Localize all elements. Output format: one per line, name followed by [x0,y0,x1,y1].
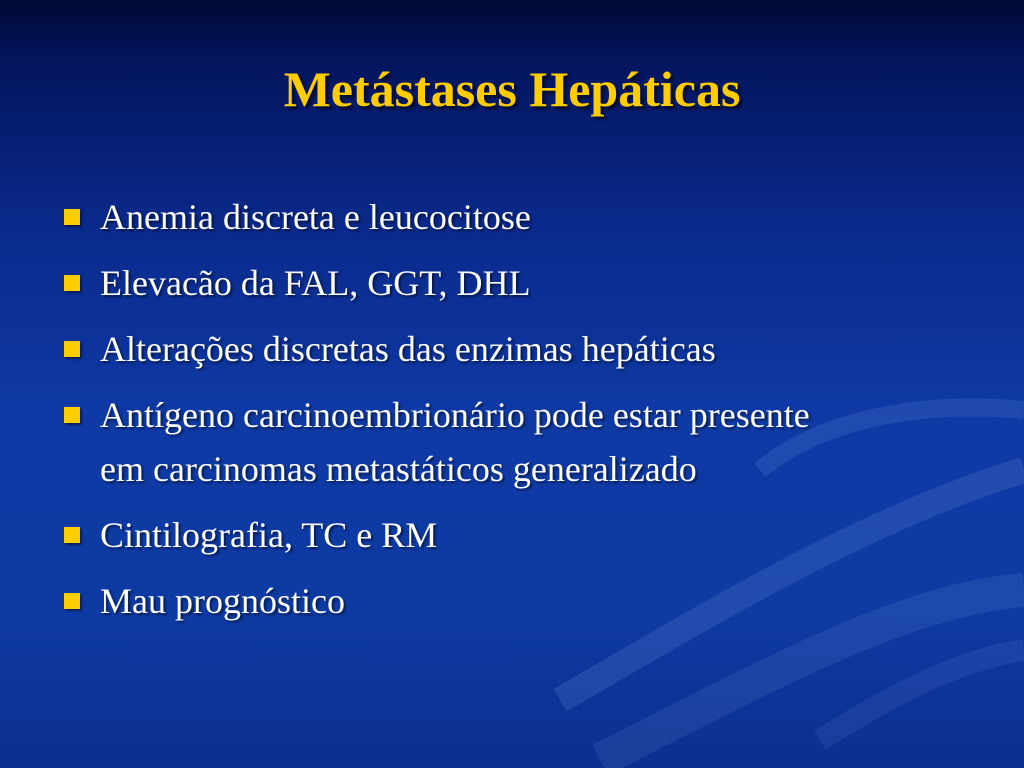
square-bullet-icon [64,275,80,291]
bullet-text: Alterações discretas das enzimas hepáticas [100,329,716,369]
bullet-text: Elevacão da FAL, GGT, DHL [100,263,531,303]
bullet-text: Antígeno carcinoembrionário pode estar presente em carcinomas metastáticos generalizado [100,395,810,489]
square-bullet-icon [64,407,80,423]
bullet-list [62,190,862,640]
slide-title: Metástases Hepáticas [283,61,741,117]
square-bullet-icon [64,593,80,609]
square-bullet-icon [64,341,80,357]
bullet-item [62,322,862,376]
square-bullet-icon [64,527,80,543]
bullet-item [62,388,862,496]
bullet-text: Anemia discreta e leucocitose [100,197,531,237]
bullet-item [62,256,862,310]
bullet-text: Mau prognóstico [100,581,345,621]
square-bullet-icon [64,209,80,225]
bullet-item [62,190,862,244]
bullet-item [62,574,862,628]
bullet-text: Cintilografia, TC e RM [100,515,438,555]
bullet-item [62,508,862,562]
